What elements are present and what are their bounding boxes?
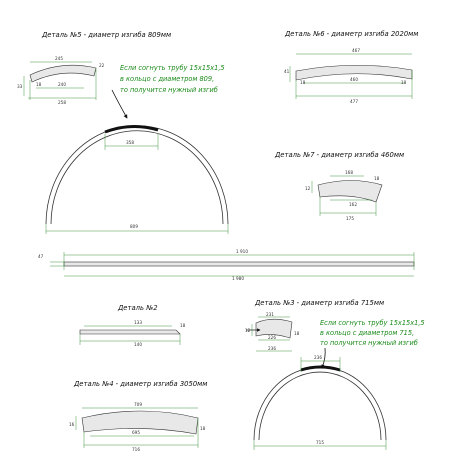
detail-6-title: Деталь №6 - диаметр изгиба 2020мм (285, 30, 419, 38)
dim-236: 236 (268, 346, 276, 351)
dim-47: 47 (38, 254, 44, 259)
dim-477: 477 (350, 99, 358, 104)
dim-460: 460 (350, 77, 358, 82)
detail-3-ring (254, 357, 386, 450)
detail-7 (274, 151, 404, 221)
dim-175: 175 (346, 216, 354, 221)
detail-5-piece (24, 62, 96, 100)
dim-695: 695 (132, 430, 140, 435)
note-3-arrow (322, 348, 325, 368)
dim-18: 18 (36, 82, 42, 87)
note-5-line-1: Если согнуть трубу 15х15х1,5 (120, 64, 225, 72)
straight-bar (50, 252, 414, 276)
dim-226: 226 (268, 335, 276, 340)
detail-7-piece (312, 176, 382, 216)
dim-18: 18 (294, 331, 300, 336)
dim-709: 709 (134, 402, 142, 407)
note-3-line-3: то получится нужный изгиб (320, 339, 418, 347)
detail-5-ring (46, 126, 228, 234)
detail-3-note (320, 319, 425, 347)
note-3-line-1: Если согнуть трубу 15х15х1,5 (320, 319, 425, 327)
dim-1910: 1 910 (236, 249, 248, 254)
dim-18-b: 18 (401, 80, 407, 85)
dim-140: 140 (134, 342, 142, 347)
dim-467: 467 (352, 48, 360, 53)
dim-231: 231 (266, 312, 274, 317)
dim-809: 809 (130, 224, 138, 229)
note-3-line-2: в кольцо с диаметром 715, (320, 329, 415, 337)
dim-18-a: 18 (300, 80, 306, 85)
dim-18: 18 (180, 323, 186, 328)
dim-12: 12 (305, 186, 311, 191)
dim-12: 12 (245, 328, 251, 333)
detail-5 (17, 31, 228, 234)
dim-236-arc: 236 (314, 355, 322, 360)
detail-4-title: Деталь №4 - диаметр изгиба 3050мм (74, 380, 208, 388)
detail-5-note (120, 64, 225, 94)
dim-245: 245 (55, 56, 63, 61)
dim-33: 33 (17, 84, 23, 89)
detail-4-piece (76, 408, 198, 448)
dim-240: 240 (58, 82, 66, 87)
detail-7-title: Деталь №7 - диаметр изгиба 460мм (275, 151, 405, 159)
dim-41: 41 (284, 69, 290, 74)
dim-716: 716 (132, 447, 140, 452)
dim-162: 162 (349, 202, 357, 207)
note-5-line-3: то получится нужный изгиб (120, 86, 218, 94)
note-5-line-2: в кольцо с диаметром 809, (120, 75, 215, 83)
detail-2-title: Деталь №2 (118, 304, 158, 312)
detail-3 (245, 299, 425, 450)
detail-2 (80, 304, 186, 347)
detail-2-piece (80, 326, 180, 345)
detail-5-title: Деталь №5 - диаметр изгиба 809мм (42, 31, 172, 39)
dim-715: 715 (316, 440, 324, 445)
dim-258: 258 (58, 100, 66, 105)
detail-4 (69, 380, 207, 452)
dim-358: 358 (126, 140, 134, 145)
dim-22: 22 (99, 63, 105, 68)
dim-133: 133 (134, 320, 142, 325)
detail-6 (284, 30, 418, 104)
note-5-arrow (112, 90, 127, 118)
dim-168: 168 (345, 170, 353, 175)
detail-3-title: Деталь №3 - диаметр изгиба 715мм (255, 299, 385, 307)
dim-16: 16 (69, 422, 75, 427)
dim-18: 18 (200, 426, 206, 431)
dim-1980: 1 980 (232, 276, 244, 281)
dim-18: 18 (374, 176, 380, 181)
